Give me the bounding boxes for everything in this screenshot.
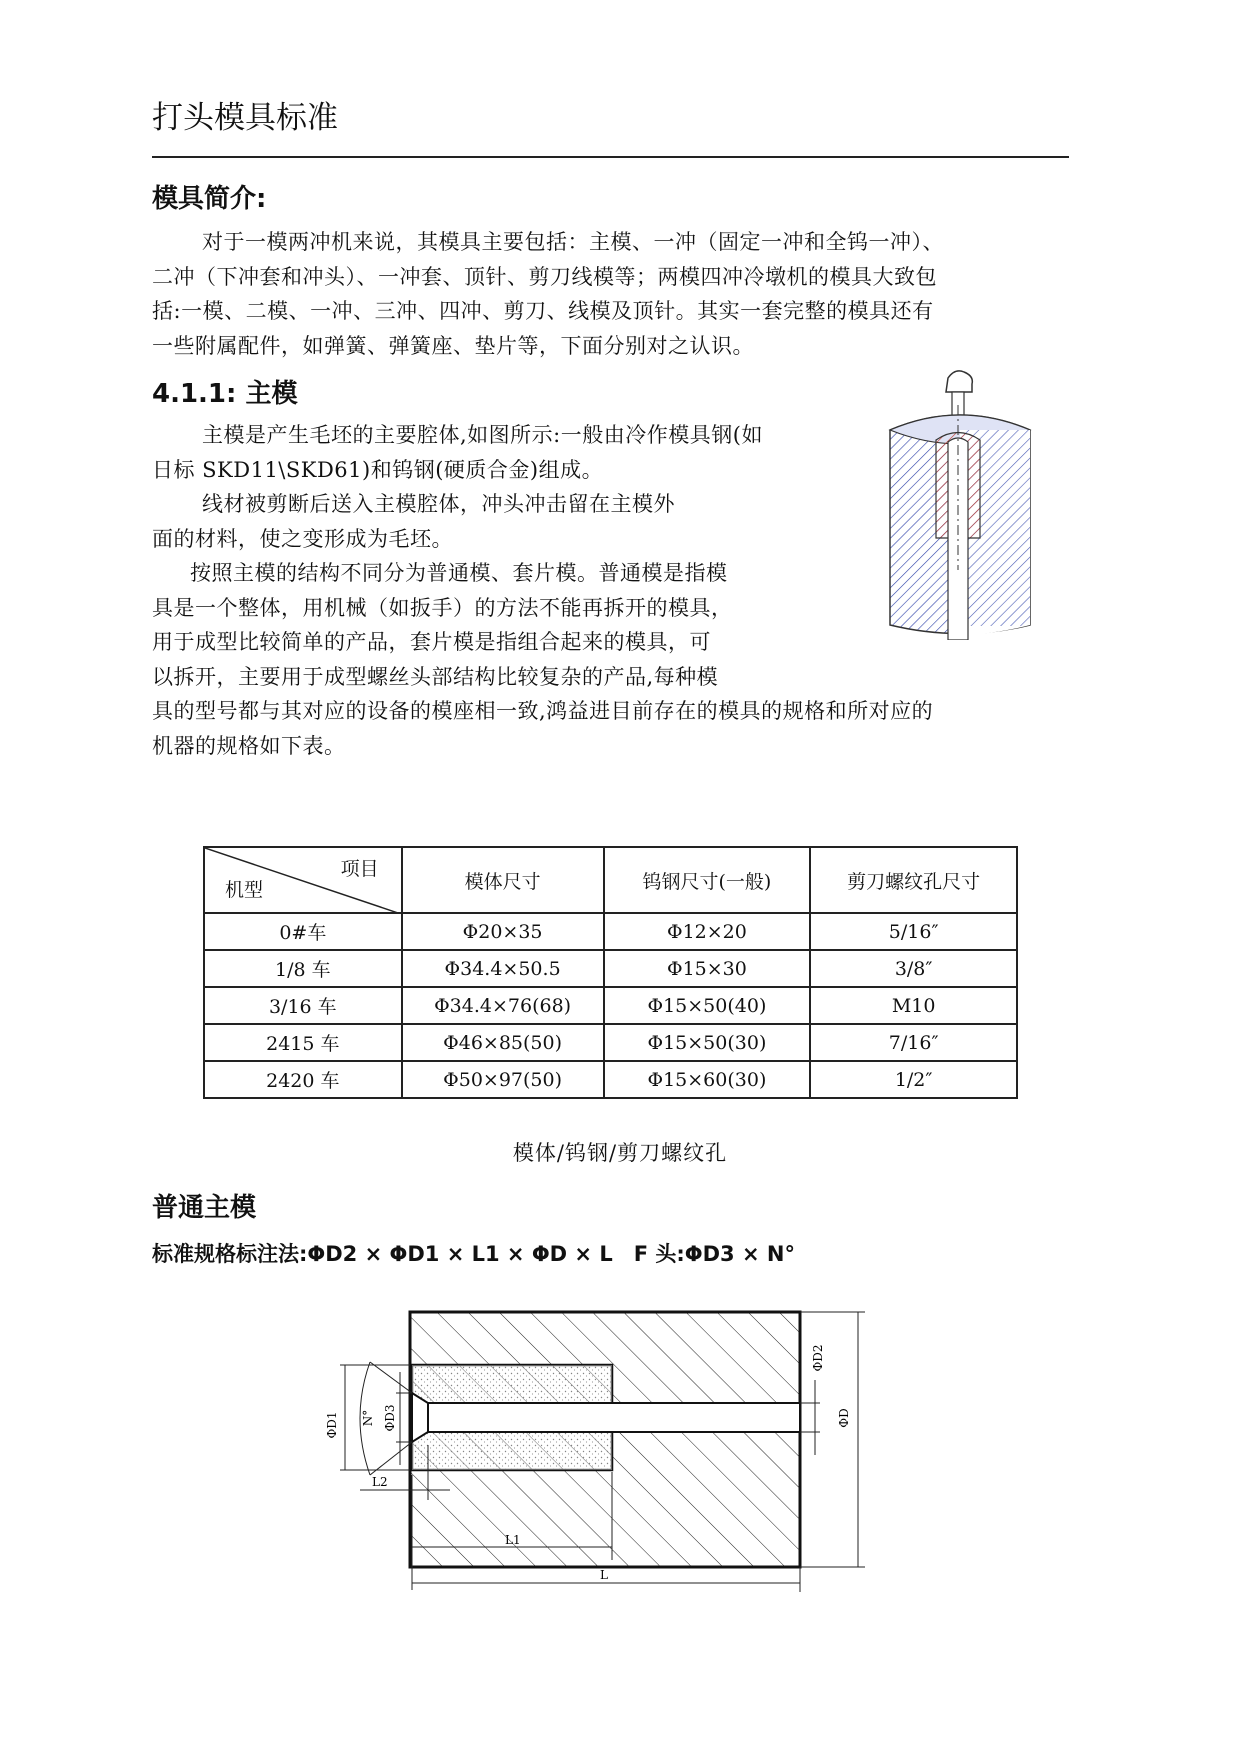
table-cell: 0#车: [204, 913, 402, 950]
dim-label-n: N°: [361, 1409, 375, 1427]
table-cell: Φ34.4×76(68): [402, 987, 604, 1024]
table-cell: Φ12×20: [604, 913, 811, 950]
intro-line: 二冲（下冲套和冲头）、一冲套、顶针、剪刀线模等；两模四冲冷墩机的模具大致包: [152, 264, 937, 289]
dim-label-d2: ΦD2: [811, 1344, 825, 1372]
normal-die-heading: 普通主模: [152, 1193, 257, 1223]
table-row: [204, 1061, 1017, 1098]
section-line: 按照主模的结构不同分为普通模、套片模。普通模是指模: [190, 561, 728, 585]
table-cell: 1/8 车: [204, 950, 402, 987]
dim-label-l1: L1: [505, 1533, 521, 1547]
column-header: 钨钢尺寸(一般): [604, 847, 811, 913]
table-row: [204, 987, 1017, 1024]
dim-label-l2: L2: [372, 1475, 388, 1489]
table-cell: Φ15×60(30): [604, 1061, 811, 1098]
intro-heading: 模具简介:: [152, 184, 267, 214]
table-row: [204, 1024, 1017, 1061]
section-line: 用于成型比较简单的产品，套片模是指组合起来的模具，可: [152, 630, 711, 654]
table-cell: Φ34.4×50.5: [402, 950, 604, 987]
table-caption: 模体/钨钢/剪刀螺纹孔: [512, 1141, 728, 1165]
section-line: 以拆开，主要用于成型螺丝头部结构比较复杂的产品,每种模: [152, 664, 719, 689]
table-cell: M10: [810, 987, 1017, 1024]
corner-header-model: 机型: [225, 879, 264, 901]
table-cell: 2415 车: [204, 1024, 402, 1061]
document-title: 打头模具标准: [152, 100, 338, 136]
corner-header-item: 项目: [340, 858, 379, 880]
table-row: [204, 913, 1017, 950]
table-corner-cell: [204, 847, 402, 913]
normal-die-drawing: [300, 1300, 900, 1600]
table-cell: 3/16 车: [204, 987, 402, 1024]
main-die-illustration: [880, 370, 1050, 640]
table-cell: 7/16″: [810, 1024, 1017, 1061]
spec-notation: 标准规格标注法:ΦD2 × ΦD1 × L1 × ΦD × L F 头:ΦD3 × N°: [152, 1242, 795, 1266]
section-line: 具的型号都与其对应的设备的模座相一致,鸿益进目前存在的模具的规格和所对应的: [152, 699, 934, 723]
intro-line: 括:一模、二模、一冲、三冲、四冲、剪刀、线模及顶针。其实一套完整的模具还有: [152, 299, 934, 323]
table-cell: Φ20×35: [402, 913, 604, 950]
table-cell: Φ46×85(50): [402, 1024, 604, 1061]
section-line: 日标 SKD11\SKD61)和钨钢(硬质合金)组成。: [152, 457, 604, 482]
dim-label-l: L: [600, 1568, 608, 1582]
table-cell: 1/2″: [810, 1061, 1017, 1098]
table-cell: Φ50×97(50): [402, 1061, 604, 1098]
dim-label-d1: ΦD1: [325, 1411, 339, 1439]
intro-line: 一些附属配件，如弹簧、弹簧座、垫片等，下面分别对之认识。: [152, 333, 754, 358]
table-cell: Φ15×50(40): [604, 987, 811, 1024]
table-cell: 3/8″: [810, 950, 1017, 987]
section-line: 机器的规格如下表。: [152, 733, 346, 758]
intro-line: 对于一模两冲机来说，其模具主要包括：主模、一冲（固定一冲和全钨一冲）、: [202, 230, 944, 254]
section-heading: 4.1.1: 主模: [152, 379, 298, 409]
dim-label-d: ΦD: [837, 1408, 851, 1428]
table-cell: 5/16″: [810, 913, 1017, 950]
section-line: 面的材料，使之变形成为毛坯。: [152, 526, 453, 551]
title-divider: [152, 156, 1069, 158]
dim-label-d3: ΦD3: [383, 1404, 397, 1432]
section-line: 线材被剪断后送入主模腔体，冲头冲击留在主模外: [202, 492, 675, 516]
table-cell: 2420 车: [204, 1061, 402, 1098]
column-header: 剪刀螺纹孔尺寸: [810, 847, 1017, 913]
column-header: 模体尺寸: [402, 847, 604, 913]
intro-paragraph: [152, 225, 1072, 363]
table-row: [204, 950, 1017, 987]
section-line: 主模是产生毛坯的主要腔体,如图所示:一般由冷作模具钢(如: [202, 423, 763, 447]
die-spec-table: [203, 846, 1018, 1099]
table-header-row: [204, 847, 1017, 913]
table-cell: Φ15×30: [604, 950, 811, 987]
table-cell: Φ15×50(30): [604, 1024, 811, 1061]
section-line: 具是一个整体，用机械（如扳手）的方法不能再拆开的模具，: [152, 595, 733, 620]
